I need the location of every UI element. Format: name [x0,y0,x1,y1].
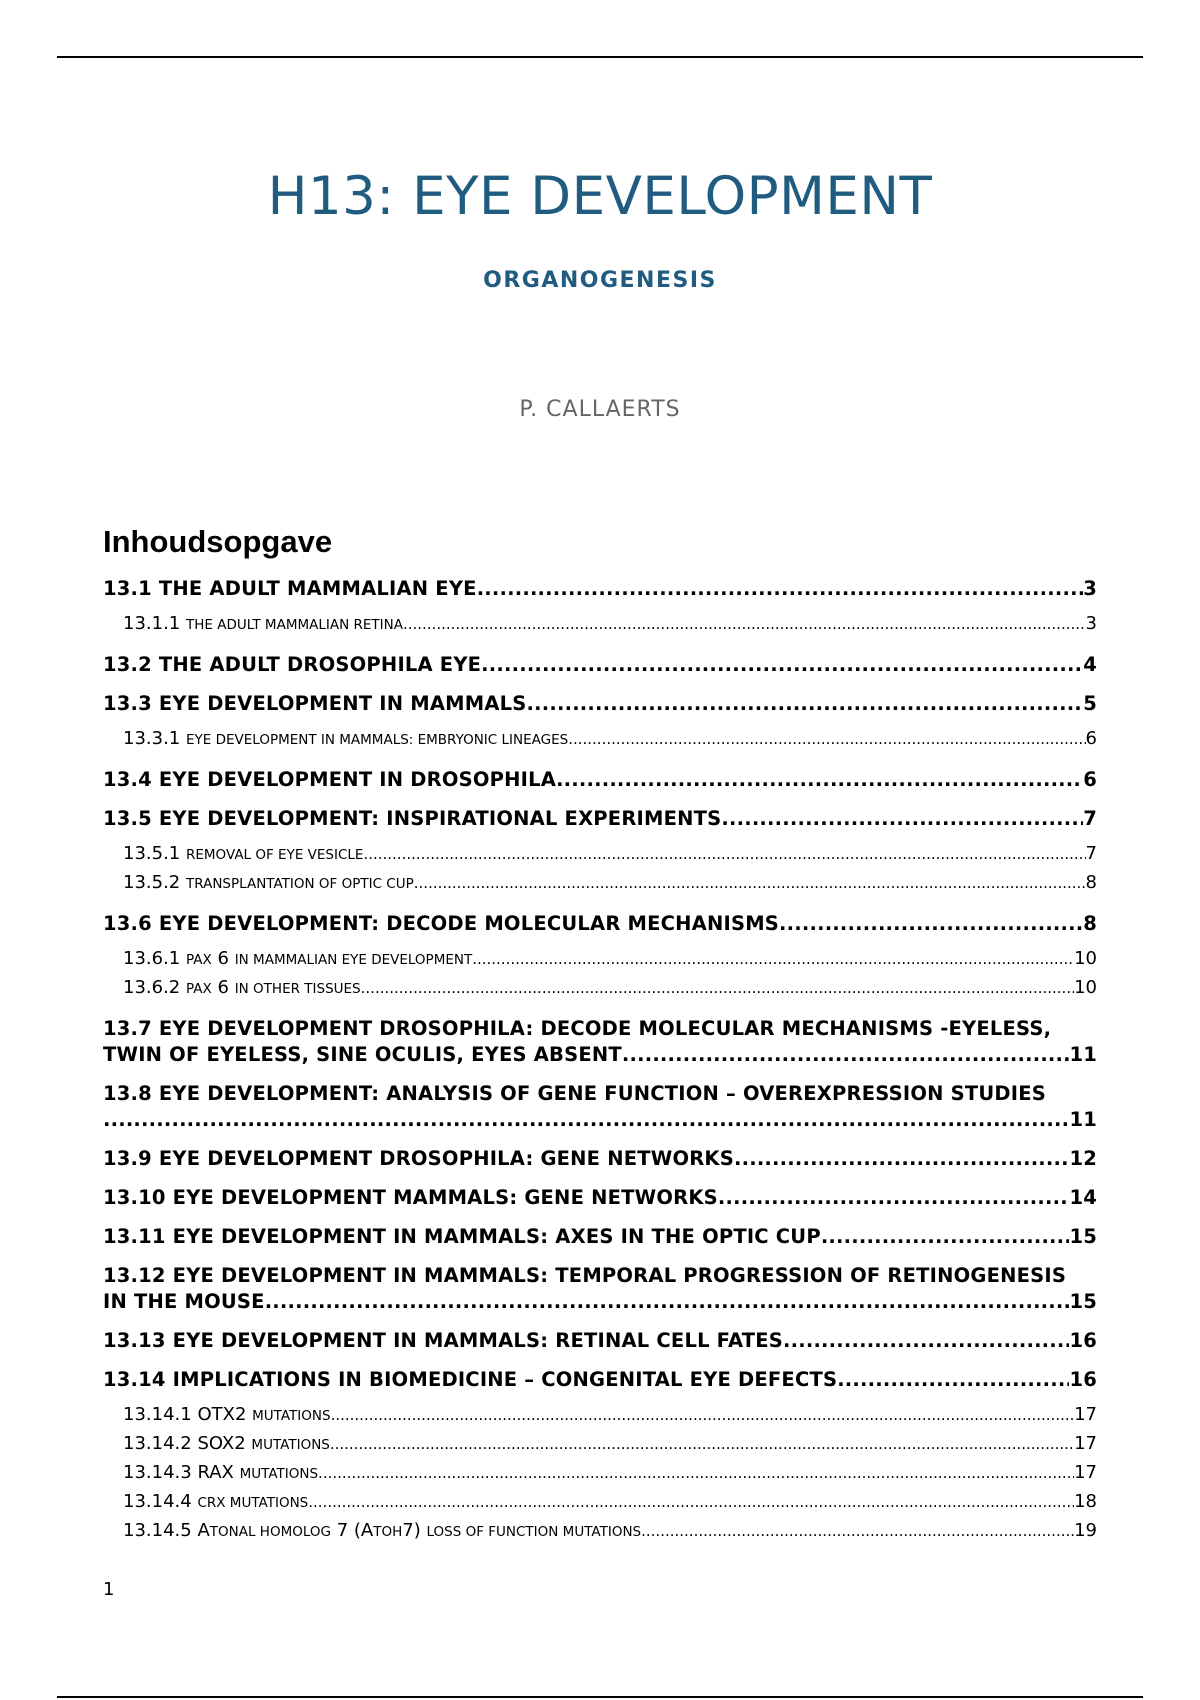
toc-entry-page: 12 [1069,1147,1097,1170]
toc-heading: Inhoudsopgave [103,524,333,559]
toc-entry-label: 13.9 EYE DEVELOPMENT DROSOPHILA: GENE NETWORKS [103,1147,734,1170]
toc-entry-page: 11 [1069,1108,1097,1131]
toc-subentry-number: 13.5.1 [123,843,181,864]
toc-entry-page: 11 [1069,1043,1097,1066]
toc-subentry[interactable]: 13.6.1 PAX 6 IN MAMMALIAN EYE DEVELOPMENT ..... 10 [103,945,1097,974]
toc-subentry[interactable] [103,1488,1097,1517]
toc-leader [734,1146,1069,1172]
toc-leader [363,840,1085,868]
page-number: 1 [103,1579,115,1600]
toc-leader [103,1107,1069,1133]
toc-entry[interactable] [103,1185,1097,1211]
toc-entry-label: 13.3 EYE DEVELOPMENT IN MAMMALS [103,692,527,715]
toc-subentry[interactable] [103,869,1097,898]
toc-subentry-label: REMOVAL OF EYE VESICLE [186,847,364,863]
toc-entry[interactable] [103,1146,1097,1172]
toc-subentry-page: 18 [1074,1491,1097,1512]
toc-entry-page: 7 [1083,807,1097,830]
toc-entry-label-cont: TWIN OF EYELESS, SINE OCULIS, EYES ABSENT [103,1043,622,1066]
toc-entry[interactable] [103,691,1097,717]
toc-entry[interactable] [103,576,1097,602]
toc-entry-page: 6 [1083,768,1097,791]
toc-leader [821,1224,1070,1250]
toc-subentry-label: MUTATIONS [251,1437,330,1453]
toc-subentry-page: 17 [1074,1433,1097,1454]
toc-subentry-page: 10 [1074,948,1097,969]
toc-entry-page: 14 [1069,1186,1097,1209]
toc-subentry-page: 7 [1085,843,1097,864]
toc-entry-page: 16 [1069,1368,1097,1391]
toc-entry-label: 13.1 THE ADULT MAMMALIAN EYE [103,577,477,600]
toc-subentry-page: 19 [1074,1520,1097,1541]
toc-leader [361,974,1074,1002]
toc-subentry-number: 13.3.1 [123,728,181,749]
table-of-contents [103,576,1097,1546]
toc-leader [837,1367,1069,1393]
toc-entry-label: 13.5 EYE DEVELOPMENT: INSPIRATIONAL EXPERIMENTS [103,807,722,830]
toc-subentry-page: 3 [1085,613,1097,634]
toc-entry-label: 13.10 EYE DEVELOPMENT MAMMALS: GENE NETWORKS [103,1186,718,1209]
gene-name: OTX2 [197,1404,247,1425]
toc-entry-label: 13.6 EYE DEVELOPMENT: DECODE MOLECULAR MECHANISMS [103,912,780,935]
toc-subentry-page: 17 [1074,1462,1097,1483]
toc-leader [568,725,1085,753]
toc-subentry-number: 13.6.1 [123,948,181,969]
toc-subentry-page: 10 [1074,977,1097,998]
toc-entry[interactable] [103,1263,1097,1315]
toc-subentry-label: EYE DEVELOPMENT IN MAMMALS: EMBRYONIC LINEAGES [186,732,569,748]
toc-leader [331,1401,1075,1429]
toc-subentry-label: MUTATIONS [239,1466,319,1482]
toc-subentry-number: 13.14.1 [123,1404,192,1425]
toc-leader [718,1185,1070,1211]
toc-subentry-number: 13.14.2 [123,1433,192,1454]
toc-entry[interactable] [103,652,1097,678]
toc-subentry-page: 8 [1085,872,1097,893]
toc-leader [477,576,1084,602]
toc-leader [721,806,1083,832]
bottom-rule [57,1696,1143,1698]
toc-entry-label: 13.14 IMPLICATIONS IN BIOMEDICINE – CONGENITAL EYE DEFECTS [103,1368,838,1391]
toc-leader [556,767,1083,793]
toc-entry-label: 13.4 EYE DEVELOPMENT IN DROSOPHILA [103,768,557,791]
toc-entry[interactable] [103,1224,1097,1250]
toc-entry-page: 3 [1083,577,1097,600]
toc-subentry-number: 13.14.5 [123,1520,192,1541]
toc-entry-page: 4 [1083,653,1097,676]
toc-entry-page: 8 [1083,912,1097,935]
document-subtitle: ORGANOGENESIS [483,268,717,293]
toc-leader [318,1459,1074,1487]
toc-subentry[interactable] [103,1430,1097,1459]
toc-subentry[interactable] [103,1459,1097,1488]
toc-subentry-page: 6 [1085,728,1097,749]
toc-entry-page: 16 [1069,1329,1097,1352]
toc-entry-label: 13.13 EYE DEVELOPMENT IN MAMMALS: RETINAL CELL FATES [103,1329,784,1352]
document-author: P. CALLAERTS [519,397,681,422]
toc-subentry-label: IN MAMMALIAN EYE DEVELOPMENT [234,952,473,968]
toc-leader [783,1328,1069,1354]
document-title: H13: EYE DEVELOPMENT [267,166,933,227]
toc-leader [779,911,1083,937]
toc-entry-label: 13.8 EYE DEVELOPMENT: ANALYSIS OF GENE FUNCTION – OVEREXPRESSION STUDIES [103,1082,1046,1105]
toc-leader [622,1042,1070,1068]
toc-entry[interactable] [103,806,1097,832]
toc-subentry[interactable]: 13.14.5 ATONAL HOMOLOG 7 (ATOH7) LOSS OF FUNCTION MUTATIONS ..... 19 [103,1517,1097,1546]
toc-subentry-label: MUTATIONS [252,1408,331,1424]
top-rule [57,56,1143,58]
toc-leader [527,691,1084,717]
toc-leader [265,1289,1070,1315]
toc-entry[interactable] [103,1081,1097,1133]
toc-leader [414,869,1086,897]
gene-name: RAX [197,1462,234,1483]
toc-entry-label-cont: IN THE MOUSE [103,1290,265,1313]
toc-entry-label: 13.11 EYE DEVELOPMENT IN MAMMALS: AXES IN THE OPTIC CUP [103,1225,821,1248]
toc-leader [481,652,1083,678]
toc-entry-page: 15 [1069,1290,1097,1313]
toc-subentry-label: CRX MUTATIONS [197,1495,309,1511]
toc-leader [330,1430,1074,1458]
toc-entry[interactable] [103,1367,1097,1393]
toc-subentry-number: 13.14.3 [123,1462,192,1483]
toc-subentry-label: TRANSPLANTATION OF OPTIC CUP [186,876,414,892]
toc-subentry-number: 13.6.2 [123,977,181,998]
toc-leader [403,610,1086,638]
toc-subentry-label: THE ADULT MAMMALIAN RETINA [186,617,403,633]
toc-entry-page: 5 [1083,692,1097,715]
toc-leader [308,1488,1074,1516]
toc-subentry[interactable]: 13.6.2 PAX 6 IN OTHER TISSUES ..... 10 [103,974,1097,1003]
toc-subentry[interactable] [103,1401,1097,1430]
toc-subentry-label: IN OTHER TISSUES [234,981,361,997]
toc-entry-label: 13.2 THE ADULT DROSOPHILA EYE [103,653,482,676]
toc-subentry[interactable] [103,725,1097,754]
toc-subentry-number: 13.14.4 [123,1491,192,1512]
toc-entry[interactable] [103,1016,1097,1068]
toc-entry-label: 13.7 EYE DEVELOPMENT DROSOPHILA: DECODE MOLECULAR MECHANISMS -EYELESS, [103,1017,1052,1040]
toc-entry-page: 15 [1069,1225,1097,1248]
toc-subentry-number: 13.5.2 [123,872,181,893]
toc-entry[interactable] [103,767,1097,793]
toc-entry[interactable] [103,1328,1097,1354]
toc-subentry[interactable] [103,610,1097,639]
toc-leader [641,1517,1074,1545]
toc-entry[interactable] [103,911,1097,937]
toc-subentry[interactable] [103,840,1097,869]
toc-leader [472,945,1074,973]
toc-subentry-page: 17 [1074,1404,1097,1425]
toc-entry-label: 13.12 EYE DEVELOPMENT IN MAMMALS: TEMPORAL PROGRESSION OF RETINOGENESIS [103,1264,1067,1287]
gene-name: SOX2 [197,1433,246,1454]
toc-subentry-label: LOSS OF FUNCTION MUTATIONS [426,1524,642,1540]
toc-subentry-number: 13.1.1 [123,613,181,634]
